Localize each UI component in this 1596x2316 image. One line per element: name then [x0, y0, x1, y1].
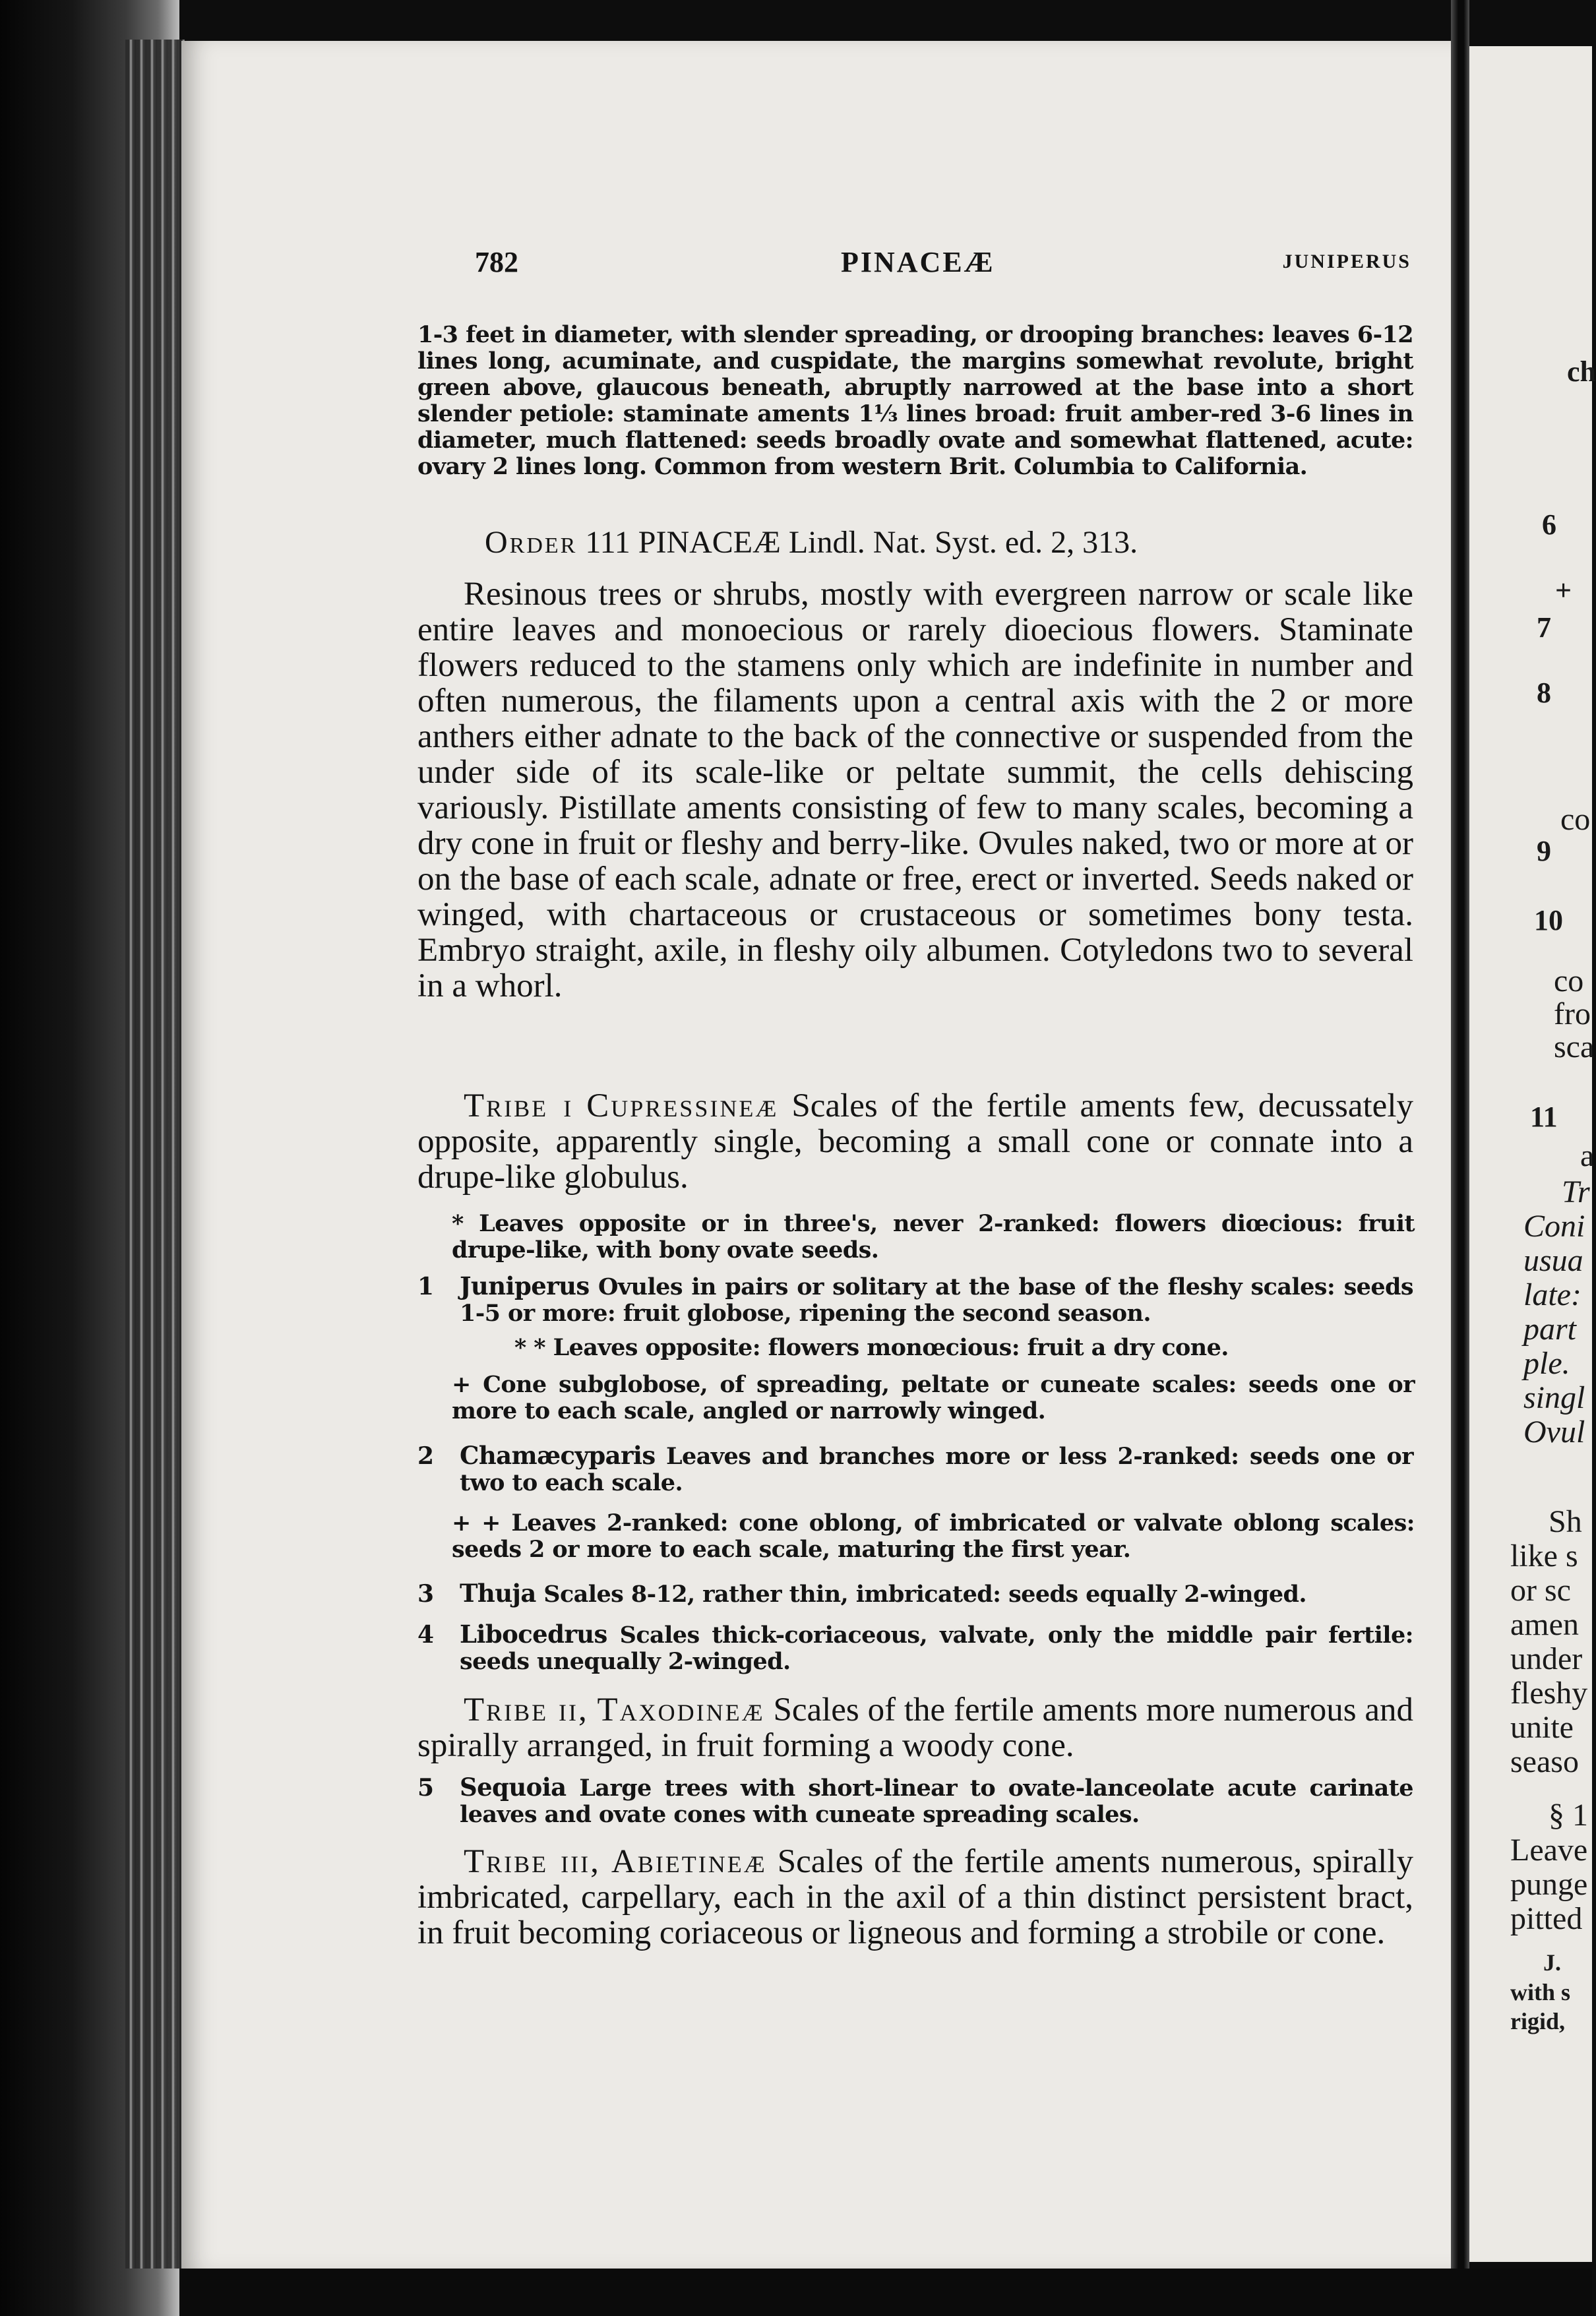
genus-text: Scales 8-12, rather thin, imbricated: seeds equally 2-winged.	[543, 1581, 1306, 1608]
facing-fragment: 10	[1534, 904, 1563, 936]
order-authority: Lindl. Nat. Syst. ed. 2, 313.	[788, 525, 1138, 560]
facing-fragment: part	[1523, 1312, 1577, 1347]
facing-fragment: J.	[1543, 1949, 1561, 1976]
genus-entry-2	[417, 1442, 1413, 1496]
genus-entry-3	[417, 1580, 1413, 1608]
facing-fragment: Sh	[1549, 1504, 1582, 1539]
facing-fragment: or sc	[1510, 1573, 1571, 1608]
genus-number: 5	[417, 1774, 435, 1802]
continued-species-text: 1-3 feet in diameter, with slender spreading, or drooping branches: leaves 6-12 lines long, acuminate, and cuspidate, the margins somewhat revolute, bright green above, glaucous beneath, abruptly narrowed at the base into a short slender petiole: staminate aments 1⅓ lines broad: fruit amber-red 3-6 lines in diameter, much flattened: seeds broadly ovate and somewhat flattened, acute: ovary 2 lines long. Common from western Brit. Columbia to California.	[417, 321, 1413, 480]
genus-number: 3	[417, 1580, 435, 1608]
tribe-2-label: Tribe ii,	[464, 1691, 589, 1728]
genus-entry-4	[417, 1621, 1413, 1675]
facing-fragment: seaso	[1510, 1744, 1579, 1779]
facing-fragment: ch	[1567, 355, 1596, 388]
facing-fragment: unite	[1510, 1710, 1574, 1745]
genus-text: Large trees with short-linear to ovate-lanceolate acute carinate leaves and ovate cones with cuneate spreading scales.	[460, 1775, 1413, 1828]
facing-fragment: amen	[1510, 1607, 1579, 1642]
facing-fragment: Tr	[1562, 1174, 1590, 1209]
genus-entry-5	[417, 1774, 1413, 1828]
facing-fragment: fro	[1554, 996, 1591, 1031]
tribe-3-text: Scales of the fertile aments numerous, spirally imbricated, carpellary, each in the axil of a thin distinct persistent bract, in fruit becoming coriaceous or ligneous and forming a strobile or cone.	[417, 1843, 1414, 1951]
genus-name: Libocedrus	[460, 1620, 607, 1649]
facing-fragment: late:	[1523, 1277, 1581, 1312]
facing-fragment: 7	[1537, 611, 1551, 644]
tribe-1	[417, 1088, 1413, 1195]
facing-page	[1469, 46, 1596, 2262]
facing-fragment: +	[1555, 574, 1572, 607]
genus-name: Chamæcyparis	[460, 1441, 656, 1470]
genus-number: 1	[417, 1273, 435, 1300]
facing-fragment: pitted	[1510, 1901, 1583, 1936]
order-name: PINACEÆ	[638, 525, 781, 560]
facing-fragment: singl	[1523, 1380, 1585, 1415]
facing-fragment: § 1	[1549, 1798, 1588, 1833]
tribe-1-text: Scales of the fertile aments few, decussately opposite, apparently single, becoming a small cone or connate into a drupe-like globulus.	[417, 1087, 1413, 1196]
tribe-1-label: Tribe i	[464, 1087, 574, 1124]
book-page-edges	[125, 40, 185, 2269]
tribe-3-label: Tribe iii,	[464, 1843, 601, 1880]
genus-name: Juniperus	[460, 1271, 590, 1300]
order-heading	[485, 524, 1138, 561]
tribe-3-name: Abietineæ	[611, 1843, 767, 1880]
genus-number: 4	[417, 1621, 435, 1649]
facing-fragment: 8	[1537, 677, 1551, 709]
facing-fragment: Coni	[1523, 1209, 1585, 1244]
facing-fragment: a	[1580, 1138, 1595, 1173]
key-note-4: + + Leaves 2-ranked: cone oblong, of imbricated or valvate oblong scales: seeds 2 or more to each scale, maturing the first year.	[452, 1509, 1415, 1563]
scan-bottom-shadow	[181, 2269, 1592, 2316]
key-note-1: * Leaves opposite or in three's, never 2-ranked: flowers diœcious: fruit drupe-like, with bony ovate seeds.	[452, 1210, 1415, 1264]
facing-fragment: under	[1510, 1641, 1583, 1676]
genus-number: 2	[417, 1442, 435, 1470]
facing-fragment: 9	[1537, 835, 1551, 867]
running-head	[475, 245, 1411, 285]
tribe-3	[417, 1844, 1413, 1951]
tribe-2-text: Scales of the fertile aments more numerous and spirally arranged, in fruit forming a woody cone.	[417, 1691, 1413, 1764]
genus-text: Ovules in pairs or solitary at the base of the fleshy scales: seeds 1-5 or more: fruit globose, ripening the second season.	[460, 1273, 1413, 1327]
tribe-2-name: Taxodineæ	[597, 1691, 765, 1728]
running-head-genus: JUNIPERUS	[1282, 251, 1411, 272]
page-title: PINACEÆ	[841, 246, 995, 278]
order-number: 111	[585, 525, 630, 560]
facing-fragment: co	[1554, 963, 1584, 998]
facing-fragment: usua	[1523, 1243, 1583, 1278]
key-note-3: + Cone subglobose, of spreading, peltate or cuneate scales: seeds one or more to each scale, angled or narrowly winged.	[452, 1371, 1415, 1424]
facing-fragment: co	[1560, 802, 1591, 837]
facing-fragment: punge	[1510, 1867, 1588, 1902]
order-label: Order	[485, 525, 578, 560]
facing-fragment: rigid,	[1510, 2008, 1566, 2034]
key-note-2: * * Leaves opposite: flowers monœcious: fruit a dry cone.	[514, 1334, 1229, 1361]
facing-fragment: sca	[1554, 1029, 1595, 1064]
order-description: Resinous trees or shrubs, mostly with evergreen narrow or scale like entire leaves and monoecious or rarely dioecious flowers. Staminate flowers reduced to the stamens only which are indefinite in number and often numerous, the filaments upon a central axis with the 2 or more anthers either adnate to the back of the connective or suspended from the under side of its scale-like or peltate summit, the cells dehiscing variously. Pistillate aments consisting of few to many scales, becoming a dry cone in fruit or fleshy and berry-like. Ovules naked, two or more at or on the base of each scale, adnate or free, erect or inverted. Seeds naked or winged, with chartaceous or crustaceous or sometimes bony testa. Embryo straight, axile, in fleshy oily albumen. Cotyledons two to several in a whorl.	[417, 576, 1413, 1004]
genus-entry-1	[417, 1273, 1413, 1327]
facing-fragment: Leave	[1510, 1833, 1588, 1868]
facing-fragment: 11	[1530, 1101, 1558, 1133]
facing-fragment: Ovul	[1523, 1415, 1585, 1449]
facing-fragment: ple.	[1523, 1346, 1570, 1381]
genus-name: Thuja	[460, 1579, 536, 1608]
genus-name: Sequoia	[460, 1773, 567, 1802]
facing-fragment: 6	[1542, 508, 1556, 541]
facing-fragment: with s	[1510, 1979, 1571, 2005]
facing-fragment: like s	[1510, 1539, 1578, 1573]
genus-text: Scales thick-coriaceous, valvate, only the middle pair fertile: seeds unequally 2-winged.	[460, 1622, 1413, 1675]
tribe-2	[417, 1692, 1413, 1763]
book-gutter	[1451, 0, 1469, 2316]
genus-text: Leaves and branches more or less 2-ranked: seeds one or two to each scale.	[460, 1443, 1413, 1496]
tribe-1-name: Cupressineæ	[586, 1087, 779, 1124]
facing-fragment: fleshy	[1510, 1676, 1588, 1711]
page-number: 782	[475, 246, 518, 278]
